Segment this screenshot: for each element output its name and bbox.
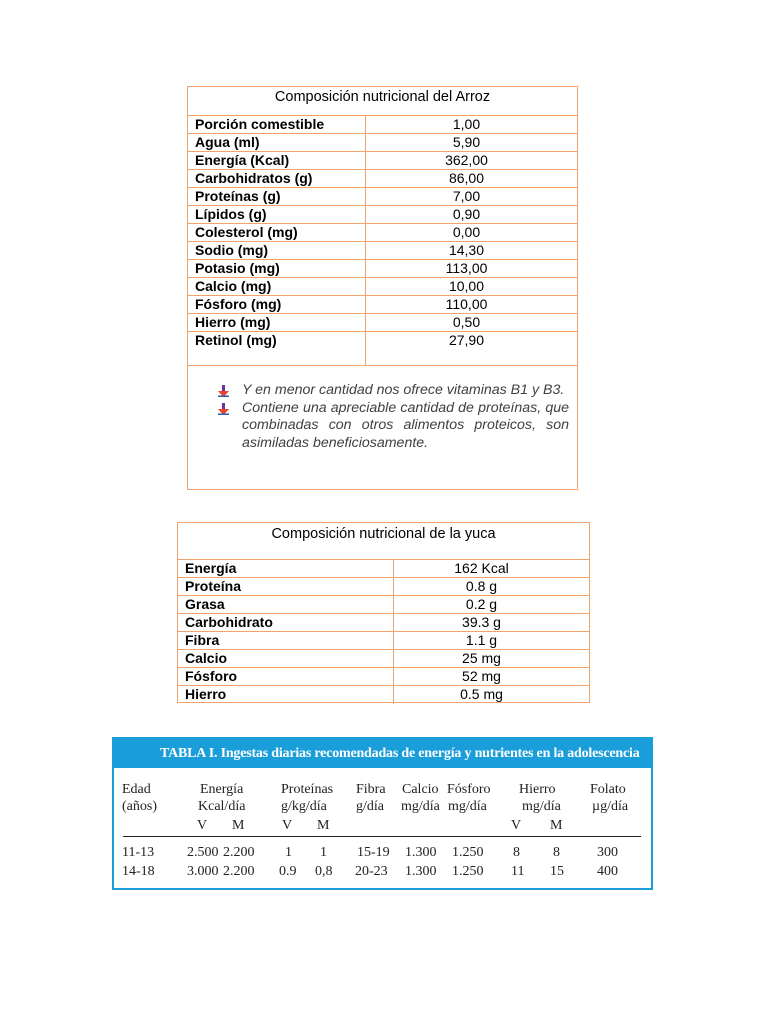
row-label: Porción comestible (188, 116, 366, 133)
row-value: 1.1 g (465, 632, 498, 648)
row-value: 362,00 (445, 152, 488, 168)
header-proteinas-unit: g/kg/día (281, 799, 327, 814)
cell-calcio: 1.300 (405, 845, 437, 860)
dri-table (112, 737, 653, 890)
cell-fosforo: 1.250 (452, 845, 484, 860)
row-label: Carbohidrato (178, 614, 394, 631)
row-value: 1,00 (452, 116, 481, 132)
arrow-down-icon (218, 403, 229, 415)
row-value: 25 mg (462, 650, 501, 666)
table-row (178, 650, 589, 668)
header-divider (123, 836, 641, 837)
header-fosforo: Fósforo (447, 782, 491, 797)
row-value: 0.8 g (465, 578, 498, 594)
header-energia: Energía (200, 782, 244, 797)
cell-fosforo: 1.250 (452, 864, 484, 879)
row-label: Retinol (mg) (188, 332, 366, 365)
row-label: Energía (Kcal) (188, 152, 366, 169)
cell-energia-m: 2.200 (223, 864, 255, 879)
row-value: 27,90 (448, 332, 485, 348)
cell-hierro-m: 15 (550, 864, 564, 879)
header-fosforo-unit: mg/día (448, 799, 487, 814)
rice-notes (188, 366, 577, 452)
row-label: Proteínas (g) (188, 188, 366, 205)
cell-energia-v: 3.000 (187, 864, 219, 879)
table-row (188, 116, 577, 134)
yuca-table-title: Composición nutricional de la yuca (178, 523, 589, 560)
note-text: Y en menor cantidad nos ofrece vitaminas B1 y B3. (242, 382, 565, 398)
row-value: 113,00 (445, 260, 488, 276)
row-label: Hierro (178, 686, 394, 704)
row-value: 0,90 (452, 206, 481, 222)
row-label: Sodio (mg) (188, 242, 366, 259)
table-row (188, 134, 577, 152)
row-label: Hierro (mg) (188, 314, 366, 331)
header-calcio: Calcio (402, 782, 439, 797)
row-label: Fósforo (178, 668, 394, 685)
arrow-down-icon (218, 385, 229, 397)
table-row (188, 170, 577, 188)
rice-nutrition-table (187, 86, 578, 490)
cell-hierro-v: 8 (513, 845, 520, 860)
row-value: 86,00 (448, 170, 485, 186)
cell-calcio: 1.300 (405, 864, 437, 879)
table-row (178, 668, 589, 686)
header-fibra: Fibra (356, 782, 386, 797)
sub-m: M (317, 818, 330, 833)
row-label: Fósforo (mg) (188, 296, 366, 313)
row-label: Grasa (178, 596, 394, 613)
cell-hierro-m: 8 (553, 845, 560, 860)
row-value: 0.2 g (465, 596, 498, 612)
table-row (188, 206, 577, 224)
sub-m: M (232, 818, 245, 833)
cell-fibra: 20-23 (355, 864, 388, 879)
table-row (178, 632, 589, 650)
rice-table-title: Composición nutricional del Arroz (188, 87, 577, 116)
table-row (188, 332, 577, 366)
row-label: Fibra (178, 632, 394, 649)
row-value: 110,00 (445, 296, 488, 312)
row-value: 10,00 (448, 278, 485, 294)
row-label: Calcio (mg) (188, 278, 366, 295)
cell-prot-m: 1 (320, 845, 327, 860)
cell-folato: 400 (597, 864, 618, 879)
cell-prot-m: 0,8 (315, 864, 333, 879)
cell-prot-v: 1 (285, 845, 292, 860)
row-label: Carbohidratos (g) (188, 170, 366, 187)
row-label: Proteína (178, 578, 394, 595)
header-edad: Edad (122, 782, 151, 797)
sub-v: V (511, 818, 522, 833)
cell-energia-v: 2.500 (187, 845, 219, 860)
table-row (188, 224, 577, 242)
cell-edad: 14-18 (122, 864, 155, 879)
row-label: Energía (178, 560, 394, 577)
table-row (178, 560, 589, 578)
table-row (178, 596, 589, 614)
row-value: 0,50 (452, 314, 481, 330)
table-row (188, 314, 577, 332)
row-label: Lípidos (g) (188, 206, 366, 223)
table-row (178, 686, 589, 704)
note-text: Contiene una apreciable cantidad de proteínas, que combinadas con otros alimentos proteicos, son asimiladas beneficiosamente. (242, 399, 569, 451)
yuca-nutrition-table (177, 522, 590, 703)
cell-hierro-v: 11 (511, 864, 525, 879)
row-value: 0.5 mg (460, 686, 503, 702)
table-row (188, 188, 577, 206)
header-folato-unit: µg/día (592, 799, 629, 814)
table-row (188, 260, 577, 278)
table-row (178, 578, 589, 596)
row-label: Colesterol (mg) (188, 224, 366, 241)
row-value: 5,90 (452, 134, 481, 150)
sub-v: V (197, 818, 208, 833)
row-value: 0,00 (452, 224, 481, 240)
header-calcio-unit: mg/día (401, 799, 440, 814)
row-label: Potasio (mg) (188, 260, 366, 277)
row-value: 52 mg (462, 668, 501, 684)
cell-folato: 300 (597, 845, 618, 860)
header-proteinas: Proteínas (281, 782, 334, 797)
sub-v: V (282, 818, 293, 833)
row-value: 7,00 (452, 188, 481, 204)
cell-fibra: 15-19 (357, 845, 390, 860)
dri-table-body (114, 768, 651, 890)
rice-table-rows (188, 116, 577, 366)
header-fibra-unit: g/día (356, 799, 384, 814)
note-item (218, 400, 569, 453)
row-value: 14,30 (448, 242, 485, 258)
row-label: Agua (ml) (188, 134, 366, 151)
sub-m: M (550, 818, 563, 833)
cell-energia-m: 2.200 (223, 845, 255, 860)
row-value: 162 Kcal (454, 560, 509, 576)
header-hierro-unit: mg/día (522, 799, 561, 814)
table-row (188, 242, 577, 260)
row-value: 39.3 g (462, 614, 501, 630)
dri-table-title: TABLA I. Ingestas diarias recomendadas de energía y nutrientes en la adolescencia (DRI). (114, 739, 651, 768)
table-row (188, 278, 577, 296)
table-row (188, 296, 577, 314)
cell-edad: 11-13 (122, 845, 155, 860)
table-row (188, 152, 577, 170)
header-edad-unit: (años) (122, 799, 157, 814)
cell-prot-v: 0.9 (279, 864, 297, 879)
header-energia-unit: Kcal/día (198, 799, 246, 814)
header-folato: Folato (590, 782, 626, 797)
note-item (218, 382, 569, 400)
table-row (178, 614, 589, 632)
row-label: Calcio (178, 650, 394, 667)
header-hierro: Hierro (519, 782, 556, 797)
